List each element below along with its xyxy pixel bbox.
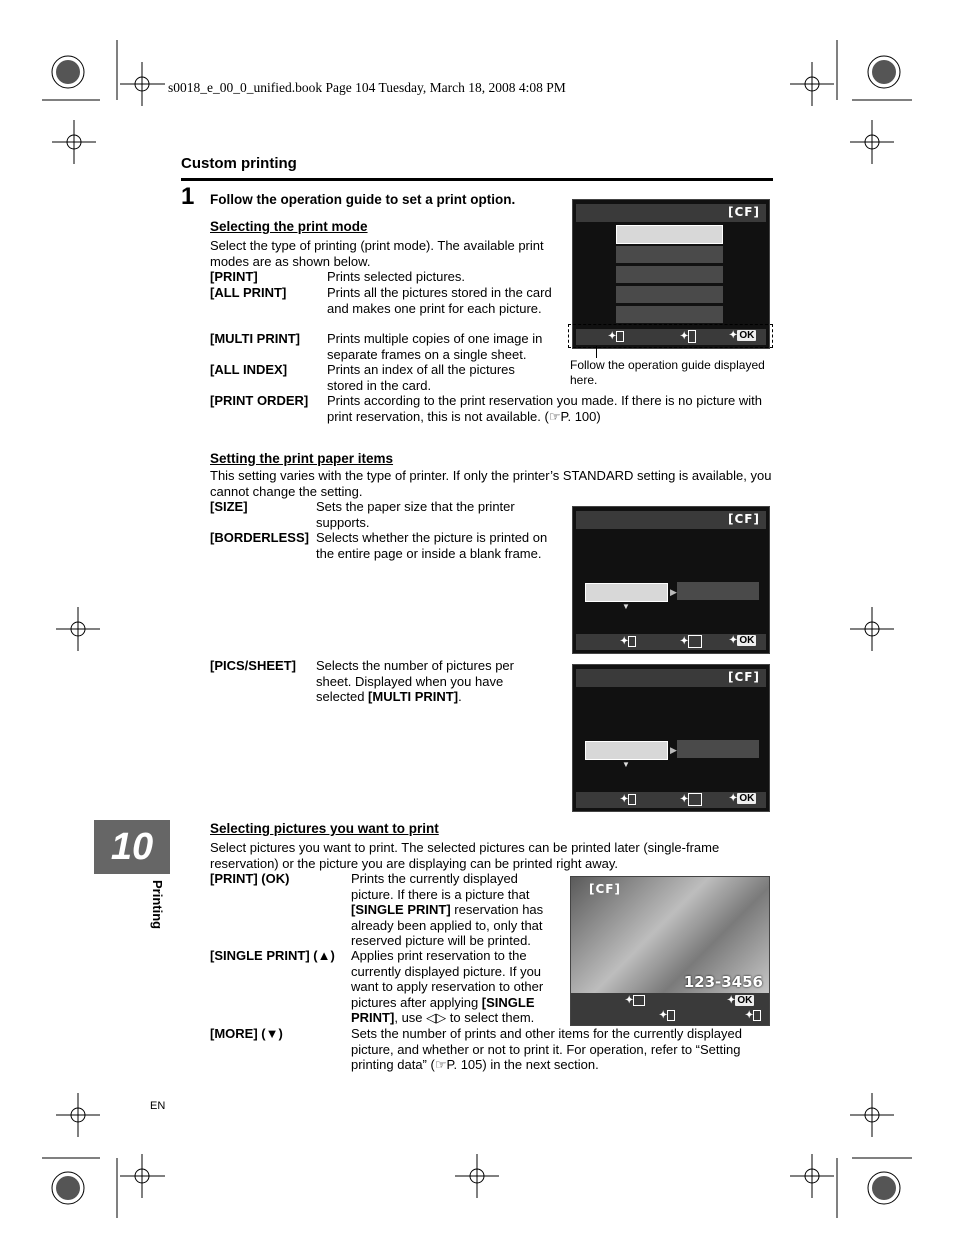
cf-card-icon: [CF] (728, 512, 760, 526)
guide-caption: Follow the operation guide displayed here. (570, 358, 765, 387)
term-multi-print: [MULTI PRINT] (210, 331, 301, 346)
pics-setting-value (677, 740, 759, 758)
menu-item-selected (616, 225, 723, 244)
caption-pointer (596, 346, 597, 358)
desc-single-print: Applies print reservation to the currently displayed picture. If you want to apply reservation to other pictures after applying [SINGLE PRINT], use ◁▷ to select them. (351, 948, 544, 1026)
term-pics-sheet: [PICS/SHEET] (210, 658, 296, 673)
back-guide-icon: ✦ (620, 794, 636, 805)
photo-number: 123-3456 (683, 973, 763, 991)
desc-more: Sets the number of prints and other items for the currently displayed picture, and whether or not to print it. For operation, refer to “Setting printing data” (☞P. 105) in the next section. (351, 1026, 742, 1073)
title-rule (181, 178, 773, 181)
screen-title-bar (576, 511, 766, 529)
cf-card-icon: [CF] (728, 205, 760, 219)
screen-title-bar (576, 669, 766, 687)
desc-print-ok: Prints the currently displayed picture. If there is a picture that [SINGLE PRINT] reservation has already been applied to, only that reserved picture will be printed. (351, 871, 544, 949)
down-guide-icon: ✦ (745, 1010, 761, 1021)
language-label: EN (150, 1100, 166, 1112)
desc-print-order: Prints according to the print reservation you made. If there is no picture with print reservation, this is not available. (☞P. 100) (327, 393, 762, 424)
term-all-index: [ALL INDEX] (210, 362, 288, 377)
select-pictures-heading: Selecting pictures you want to print (210, 821, 439, 836)
print-mode-intro: Select the type of printing (print mode). The available print modes are as shown below. (210, 238, 544, 269)
camera-screen-paper-size (572, 506, 770, 654)
desc-size: Sets the paper size that the printer supports. (316, 499, 515, 530)
pics-setting-selected (585, 741, 668, 760)
arrow-right-icon: ▶ (670, 587, 677, 597)
camera-screen-pics-sheet (572, 664, 770, 812)
chapter-tab: 10 (94, 820, 170, 874)
paper-heading: Setting the print paper items (210, 451, 394, 466)
desc-multi-print: Prints multiple copies of one image in separate frames on a single sheet. (327, 331, 543, 362)
print-mode-heading: Selecting the print mode (210, 219, 368, 234)
back-guide-icon: ✦ (620, 636, 636, 647)
menu-item (616, 246, 723, 263)
book-header: s0018_e_00_0_unified.book Page 104 Tuesday, March 18, 2008 4:08 PM (168, 80, 566, 95)
menu-item (616, 286, 723, 303)
chapter-label: Printing (150, 880, 165, 930)
screen-title-bar (576, 204, 766, 222)
term-size: [SIZE] (210, 499, 248, 514)
cf-card-icon: [CF] (728, 670, 760, 684)
paper-setting-selected (585, 583, 668, 602)
lr-guide-icon: ✦ (625, 995, 645, 1006)
term-more: [MORE] (▼) (210, 1026, 283, 1041)
four-way-guide-icon: ✦ (680, 793, 702, 806)
term-all-print: [ALL PRINT] (210, 285, 287, 300)
desc-print: Prints selected pictures. (327, 269, 466, 284)
step-number: 1 (181, 183, 195, 210)
arrow-down-icon: ▼ (622, 760, 630, 769)
four-way-guide-icon: ✦ (680, 635, 702, 648)
section-title: Custom printing (181, 155, 297, 172)
back-guide-icon: ✦ (608, 331, 624, 342)
photo-guide-bar (571, 993, 769, 1025)
paper-setting-value (677, 582, 759, 600)
term-borderless: [BORDERLESS] (210, 530, 309, 545)
term-single-print: [SINGLE PRINT] (▲) (210, 948, 335, 963)
ok-guide-icon: ✦ OK (729, 793, 755, 804)
term-print-order: [PRINT ORDER] (210, 393, 309, 408)
menu-item (616, 266, 723, 283)
cf-card-icon: [CF] (589, 882, 621, 896)
up-guide-icon: ✦ (659, 1010, 675, 1021)
arrow-down-icon: ▼ (622, 602, 630, 611)
operation-guide-bar (576, 792, 766, 808)
desc-borderless: Selects whether the picture is printed on the entire page or inside a blank frame. (316, 530, 548, 561)
select-pictures-intro: Select pictures you want to print. The selected pictures can be printed later (single-frame reservation) or the picture you are displaying can be printed right away. (210, 840, 720, 871)
step-text: Follow the operation guide to set a print option. (210, 192, 516, 207)
desc-pics-sheet: Selects the number of pictures per sheet. Displayed when you have selected [MULTI PRINT]. (316, 658, 514, 705)
term-print-ok: [PRINT] (OK) (210, 871, 290, 886)
updown-guide-icon: ✦ (680, 330, 696, 343)
camera-screen-photo (570, 876, 770, 1026)
desc-all-print: Prints all the pictures stored in the card and makes one print for each picture. (327, 285, 552, 316)
paper-intro: This setting varies with the type of printer. If only the printer’s STANDARD setting is available, you cannot change the setting. (210, 468, 772, 499)
ok-guide-icon: ✦ OK (729, 635, 755, 646)
ok-guide-icon: ✦ OK (727, 995, 753, 1006)
desc-all-index: Prints an index of all the pictures stored in the card. (327, 362, 515, 393)
menu-item (616, 306, 723, 323)
term-print: [PRINT] (210, 269, 258, 284)
guide-highlight-box (568, 324, 773, 348)
arrow-right-icon: ▶ (670, 745, 677, 755)
operation-guide-bar (576, 634, 766, 650)
ok-guide-icon: ✦ OK (729, 330, 755, 341)
